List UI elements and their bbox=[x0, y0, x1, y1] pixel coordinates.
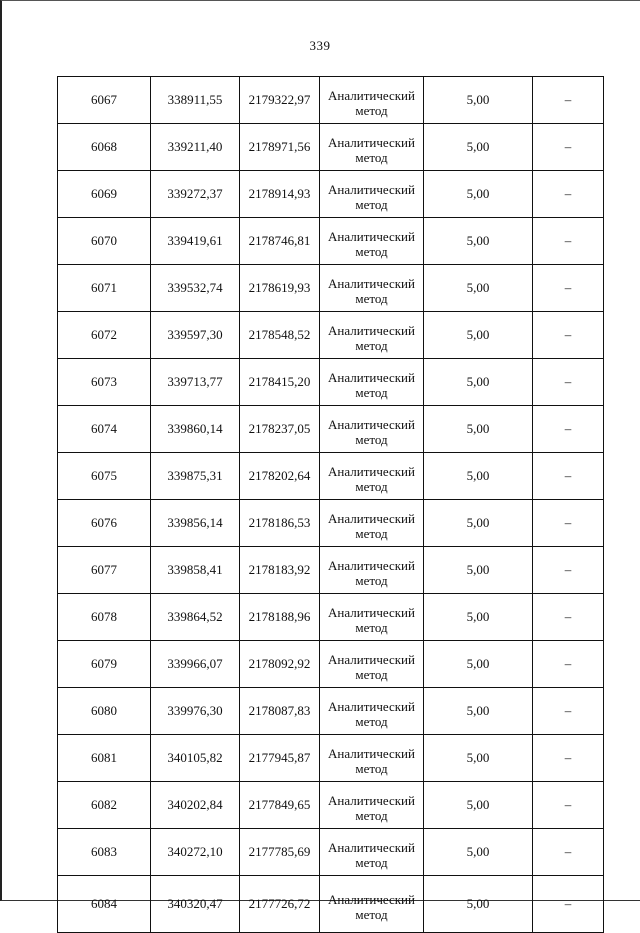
y-coordinate-cell: 2178548,52 bbox=[240, 312, 320, 359]
table-row bbox=[58, 453, 604, 500]
table-row bbox=[58, 688, 604, 735]
point-number-cell: 6075 bbox=[58, 453, 151, 500]
x-coordinate-cell: 339976,30 bbox=[151, 688, 240, 735]
table-row bbox=[58, 406, 604, 453]
method-cell: Аналитический метод bbox=[320, 688, 424, 735]
accuracy-cell: 5,00 bbox=[424, 876, 533, 933]
method-cell: Аналитический метод bbox=[320, 218, 424, 265]
y-coordinate-cell: 2178186,53 bbox=[240, 500, 320, 547]
table-row bbox=[58, 265, 604, 312]
accuracy-cell: 5,00 bbox=[424, 77, 533, 124]
x-coordinate-cell: 339864,52 bbox=[151, 594, 240, 641]
method-cell: Аналитический метод bbox=[320, 876, 424, 933]
note-cell: – bbox=[533, 829, 604, 876]
point-number-cell: 6084 bbox=[58, 876, 151, 933]
point-number-cell: 6072 bbox=[58, 312, 151, 359]
table-row bbox=[58, 829, 604, 876]
x-coordinate-cell: 339419,61 bbox=[151, 218, 240, 265]
note-cell: – bbox=[533, 312, 604, 359]
point-number-cell: 6078 bbox=[58, 594, 151, 641]
x-coordinate-cell: 339597,30 bbox=[151, 312, 240, 359]
x-coordinate-cell: 339211,40 bbox=[151, 124, 240, 171]
y-coordinate-cell: 2177945,87 bbox=[240, 735, 320, 782]
accuracy-cell: 5,00 bbox=[424, 265, 533, 312]
y-coordinate-cell: 2178087,83 bbox=[240, 688, 320, 735]
table-row bbox=[58, 782, 604, 829]
table-row bbox=[58, 547, 604, 594]
note-cell: – bbox=[533, 218, 604, 265]
note-cell: – bbox=[533, 77, 604, 124]
note-cell: – bbox=[533, 124, 604, 171]
coordinates-table bbox=[57, 76, 604, 933]
note-cell: – bbox=[533, 406, 604, 453]
y-coordinate-cell: 2178188,96 bbox=[240, 594, 320, 641]
note-cell: – bbox=[533, 265, 604, 312]
note-cell: – bbox=[533, 735, 604, 782]
x-coordinate-cell: 339272,37 bbox=[151, 171, 240, 218]
point-number-cell: 6076 bbox=[58, 500, 151, 547]
x-coordinate-cell: 339875,31 bbox=[151, 453, 240, 500]
table-row bbox=[58, 876, 604, 933]
y-coordinate-cell: 2178415,20 bbox=[240, 359, 320, 406]
method-cell: Аналитический метод bbox=[320, 547, 424, 594]
y-coordinate-cell: 2178202,64 bbox=[240, 453, 320, 500]
method-cell: Аналитический метод bbox=[320, 77, 424, 124]
method-cell: Аналитический метод bbox=[320, 735, 424, 782]
accuracy-cell: 5,00 bbox=[424, 453, 533, 500]
accuracy-cell: 5,00 bbox=[424, 688, 533, 735]
method-cell: Аналитический метод bbox=[320, 265, 424, 312]
table-row bbox=[58, 124, 604, 171]
table-row bbox=[58, 594, 604, 641]
point-number-cell: 6079 bbox=[58, 641, 151, 688]
y-coordinate-cell: 2177785,69 bbox=[240, 829, 320, 876]
point-number-cell: 6069 bbox=[58, 171, 151, 218]
accuracy-cell: 5,00 bbox=[424, 359, 533, 406]
x-coordinate-cell: 339858,41 bbox=[151, 547, 240, 594]
method-cell: Аналитический метод bbox=[320, 641, 424, 688]
note-cell: – bbox=[533, 641, 604, 688]
note-cell: – bbox=[533, 359, 604, 406]
table-row bbox=[58, 641, 604, 688]
x-coordinate-cell: 340320,47 bbox=[151, 876, 240, 933]
method-cell: Аналитический метод bbox=[320, 829, 424, 876]
page-number: 339 bbox=[309, 38, 331, 53]
method-cell: Аналитический метод bbox=[320, 406, 424, 453]
accuracy-cell: 5,00 bbox=[424, 782, 533, 829]
method-cell: Аналитический метод bbox=[320, 359, 424, 406]
note-cell: – bbox=[533, 171, 604, 218]
y-coordinate-cell: 2177726,72 bbox=[240, 876, 320, 933]
point-number-cell: 6080 bbox=[58, 688, 151, 735]
method-cell: Аналитический метод bbox=[320, 594, 424, 641]
y-coordinate-cell: 2178914,93 bbox=[240, 171, 320, 218]
x-coordinate-cell: 339532,74 bbox=[151, 265, 240, 312]
table-row bbox=[58, 218, 604, 265]
x-coordinate-cell: 339966,07 bbox=[151, 641, 240, 688]
method-cell: Аналитический метод bbox=[320, 782, 424, 829]
table-row bbox=[58, 359, 604, 406]
note-cell: – bbox=[533, 453, 604, 500]
point-number-cell: 6067 bbox=[58, 77, 151, 124]
x-coordinate-cell: 339856,14 bbox=[151, 500, 240, 547]
note-cell: – bbox=[533, 782, 604, 829]
accuracy-cell: 5,00 bbox=[424, 594, 533, 641]
point-number-cell: 6077 bbox=[58, 547, 151, 594]
point-number-cell: 6081 bbox=[58, 735, 151, 782]
note-cell: – bbox=[533, 688, 604, 735]
point-number-cell: 6074 bbox=[58, 406, 151, 453]
table-row bbox=[58, 77, 604, 124]
table-row bbox=[58, 735, 604, 782]
accuracy-cell: 5,00 bbox=[424, 735, 533, 782]
accuracy-cell: 5,00 bbox=[424, 218, 533, 265]
point-number-cell: 6082 bbox=[58, 782, 151, 829]
y-coordinate-cell: 2178746,81 bbox=[240, 218, 320, 265]
y-coordinate-cell: 2177849,65 bbox=[240, 782, 320, 829]
note-cell: – bbox=[533, 500, 604, 547]
accuracy-cell: 5,00 bbox=[424, 829, 533, 876]
x-coordinate-cell: 340202,84 bbox=[151, 782, 240, 829]
accuracy-cell: 5,00 bbox=[424, 171, 533, 218]
y-coordinate-cell: 2178619,93 bbox=[240, 265, 320, 312]
note-cell: – bbox=[533, 547, 604, 594]
method-cell: Аналитический метод bbox=[320, 453, 424, 500]
point-number-cell: 6071 bbox=[58, 265, 151, 312]
method-cell: Аналитический метод bbox=[320, 312, 424, 359]
y-coordinate-cell: 2178971,56 bbox=[240, 124, 320, 171]
accuracy-cell: 5,00 bbox=[424, 500, 533, 547]
point-number-cell: 6073 bbox=[58, 359, 151, 406]
note-cell: – bbox=[533, 594, 604, 641]
note-cell: – bbox=[533, 876, 604, 933]
x-coordinate-cell: 339713,77 bbox=[151, 359, 240, 406]
accuracy-cell: 5,00 bbox=[424, 312, 533, 359]
y-coordinate-cell: 2178092,92 bbox=[240, 641, 320, 688]
coordinates-table-body bbox=[58, 77, 604, 933]
table-row bbox=[58, 312, 604, 359]
x-coordinate-cell: 339860,14 bbox=[151, 406, 240, 453]
accuracy-cell: 5,00 bbox=[424, 124, 533, 171]
accuracy-cell: 5,00 bbox=[424, 641, 533, 688]
y-coordinate-cell: 2178237,05 bbox=[240, 406, 320, 453]
method-cell: Аналитический метод bbox=[320, 171, 424, 218]
point-number-cell: 6068 bbox=[58, 124, 151, 171]
x-coordinate-cell: 340105,82 bbox=[151, 735, 240, 782]
accuracy-cell: 5,00 bbox=[424, 547, 533, 594]
table-row bbox=[58, 500, 604, 547]
method-cell: Аналитический метод bbox=[320, 500, 424, 547]
point-number-cell: 6083 bbox=[58, 829, 151, 876]
table-row bbox=[58, 171, 604, 218]
x-coordinate-cell: 340272,10 bbox=[151, 829, 240, 876]
method-cell: Аналитический метод bbox=[320, 124, 424, 171]
accuracy-cell: 5,00 bbox=[424, 406, 533, 453]
y-coordinate-cell: 2178183,92 bbox=[240, 547, 320, 594]
x-coordinate-cell: 338911,55 bbox=[151, 77, 240, 124]
y-coordinate-cell: 2179322,97 bbox=[240, 77, 320, 124]
point-number-cell: 6070 bbox=[58, 218, 151, 265]
